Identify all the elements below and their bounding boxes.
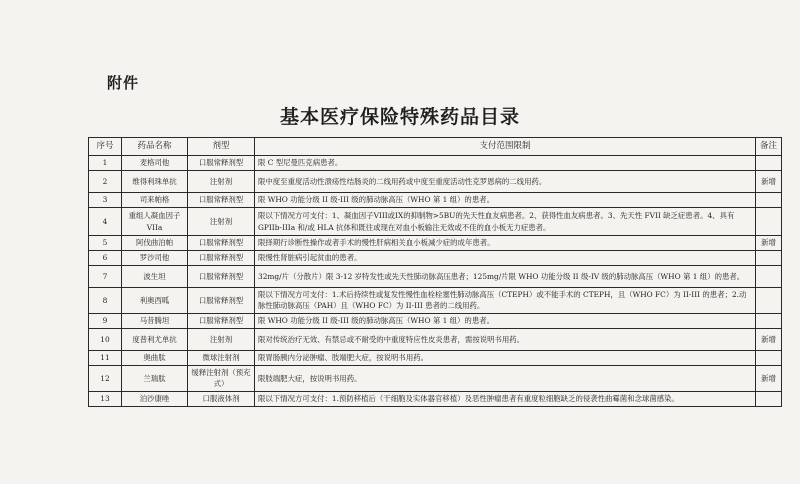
- dosage-form: 口服常释剂型: [188, 266, 255, 288]
- row-note: 新增: [756, 328, 782, 350]
- drug-name: 麦格司他: [122, 156, 188, 171]
- row-number: 11: [89, 350, 122, 365]
- row-number: 10: [89, 328, 122, 350]
- payment-scope: 限胃肠胰内分泌肿瘤、肢端肥大症，按说明书用药。: [255, 350, 756, 365]
- dosage-form: 口服常释剂型: [188, 156, 255, 171]
- dosage-form: 口服常释剂型: [188, 288, 255, 314]
- drug-name: 罗沙司他: [122, 251, 188, 266]
- header-form: 剂型: [188, 138, 255, 156]
- row-note: 新增: [756, 171, 782, 193]
- table-row: [89, 391, 782, 406]
- table-row: [89, 365, 782, 391]
- dosage-form: 口服常释剂型: [188, 313, 255, 328]
- drug-name: 兰瑞肽: [122, 365, 188, 391]
- dosage-form: 口服常释剂型: [188, 251, 255, 266]
- drug-name: 司来帕格: [122, 193, 188, 208]
- dosage-form: 口服液体剂: [188, 391, 255, 406]
- payment-scope: 32mg/片（分散片）限 3-12 岁特发性或先天性肺动脉高压患者；125mg/片限 WHO 功能分级 II 级-IV 级的肺动脉高压（WHO 第 1 组）的患者。: [255, 266, 756, 288]
- table-row: [89, 328, 782, 350]
- dosage-form: 注射剂: [188, 208, 255, 236]
- table-row: [89, 313, 782, 328]
- row-number: 7: [89, 266, 122, 288]
- payment-scope: 限 WHO 功能分级 II 级-III 级的肺动脉高压（WHO 第 1 组）的患者。: [255, 313, 756, 328]
- row-note: [756, 156, 782, 171]
- drug-catalog-table: [88, 137, 782, 407]
- dosage-form: 注射剂: [188, 171, 255, 193]
- dosage-form: 缓释注射剂（预充式）: [188, 365, 255, 391]
- row-number: 5: [89, 236, 122, 251]
- row-number: 1: [89, 156, 122, 171]
- row-note: [756, 193, 782, 208]
- row-number: 9: [89, 313, 122, 328]
- row-note: [756, 313, 782, 328]
- drug-name: 利奥西呱: [122, 288, 188, 314]
- drug-name: 奥曲肽: [122, 350, 188, 365]
- table-row: [89, 266, 782, 288]
- row-number: 2: [89, 171, 122, 193]
- drug-name: 阿伐曲泊帕: [122, 236, 188, 251]
- table-row: [89, 288, 782, 314]
- row-number: 4: [89, 208, 122, 236]
- drug-name: 度普利尤单抗: [122, 328, 188, 350]
- row-note: [756, 288, 782, 314]
- row-number: 8: [89, 288, 122, 314]
- payment-scope: 限中度至重度活动性溃疡性结肠炎的二线用药或中度至重度活动性克罗恩病的二线用药。: [255, 171, 756, 193]
- row-number: 3: [89, 193, 122, 208]
- payment-scope: 限慢性肾脏病引起贫血的患者。: [255, 251, 756, 266]
- header-name: 药品名称: [122, 138, 188, 156]
- row-note: [756, 251, 782, 266]
- payment-scope: 限择期行诊断性操作或者手术的慢性肝病相关血小板减少症的成年患者。: [255, 236, 756, 251]
- row-note: 新增: [756, 236, 782, 251]
- table-row: [89, 350, 782, 365]
- table-row: [89, 208, 782, 236]
- row-note: [756, 391, 782, 406]
- header-scope: 支付范围限制: [255, 138, 756, 156]
- drug-name: 波生坦: [122, 266, 188, 288]
- table-row: [89, 171, 782, 193]
- row-number: 6: [89, 251, 122, 266]
- row-note: [756, 266, 782, 288]
- header-note: 备注: [756, 138, 782, 156]
- row-note: [756, 208, 782, 236]
- payment-scope: 限以下情况方可支付：1、凝血因子VIII或IX的抑制物>5BU的先天性血友病患者。2、获得性血友病患者。3、先天性 FVII 缺乏症患者。4、具有 GPIIb-IIIa 和/或 HLA 抗体和既往或现在对血小板输注无效或不佳的血小板无力症患者。: [255, 208, 756, 236]
- header-no: 序号: [89, 138, 122, 156]
- table-row: [89, 251, 782, 266]
- drug-name: 马昔腾坦: [122, 313, 188, 328]
- row-note: [756, 350, 782, 365]
- payment-scope: 限以下情况方可支付：1.预防移植后（干细胞及实体器官移植）及恶性肿瘤患者有重度粒细胞缺乏的侵袭性曲霉菌和念球菌感染。: [255, 391, 756, 406]
- payment-scope: 限 WHO 功能分级 II 级-III 级的肺动脉高压（WHO 第 1 组）的患者。: [255, 193, 756, 208]
- row-number: 13: [89, 391, 122, 406]
- row-number: 12: [89, 365, 122, 391]
- drug-name: 维得利珠单抗: [122, 171, 188, 193]
- table-row: [89, 236, 782, 251]
- row-note: 新增: [756, 365, 782, 391]
- dosage-form: 注射剂: [188, 328, 255, 350]
- table-header-row: [89, 138, 782, 156]
- dosage-form: 口服常释剂型: [188, 236, 255, 251]
- document-title: 基本医疗保险特殊药品目录: [279, 106, 520, 128]
- payment-scope: 限以下情况方可支付：1.术后持续性或复发性慢性血栓栓塞性肺动脉高压（CTEPH）或不能手术的 CTEPH，且（WHO FC）为 II-III 的患者；2.动脉性肺动脉高压（PAH）且（WHO FC）为 II-III 患者的二线用药。: [255, 288, 756, 314]
- payment-scope: 限对传统治疗无效、有禁忌或不耐受的中重度特应性皮炎患者，需按说明书用药。: [255, 328, 756, 350]
- dosage-form: 微球注射剂: [188, 350, 255, 365]
- table-row: [89, 193, 782, 208]
- payment-scope: 限 C 型尼曼匹克病患者。: [255, 156, 756, 171]
- drug-name: 泊沙康唑: [122, 391, 188, 406]
- drug-name: 重组人凝血因子VIIa: [122, 208, 188, 236]
- attachment-label: 附件: [107, 74, 140, 92]
- payment-scope: 限肢端肥大症，按说明书用药。: [255, 365, 756, 391]
- dosage-form: 口服常释剂型: [188, 193, 255, 208]
- table-row: [89, 156, 782, 171]
